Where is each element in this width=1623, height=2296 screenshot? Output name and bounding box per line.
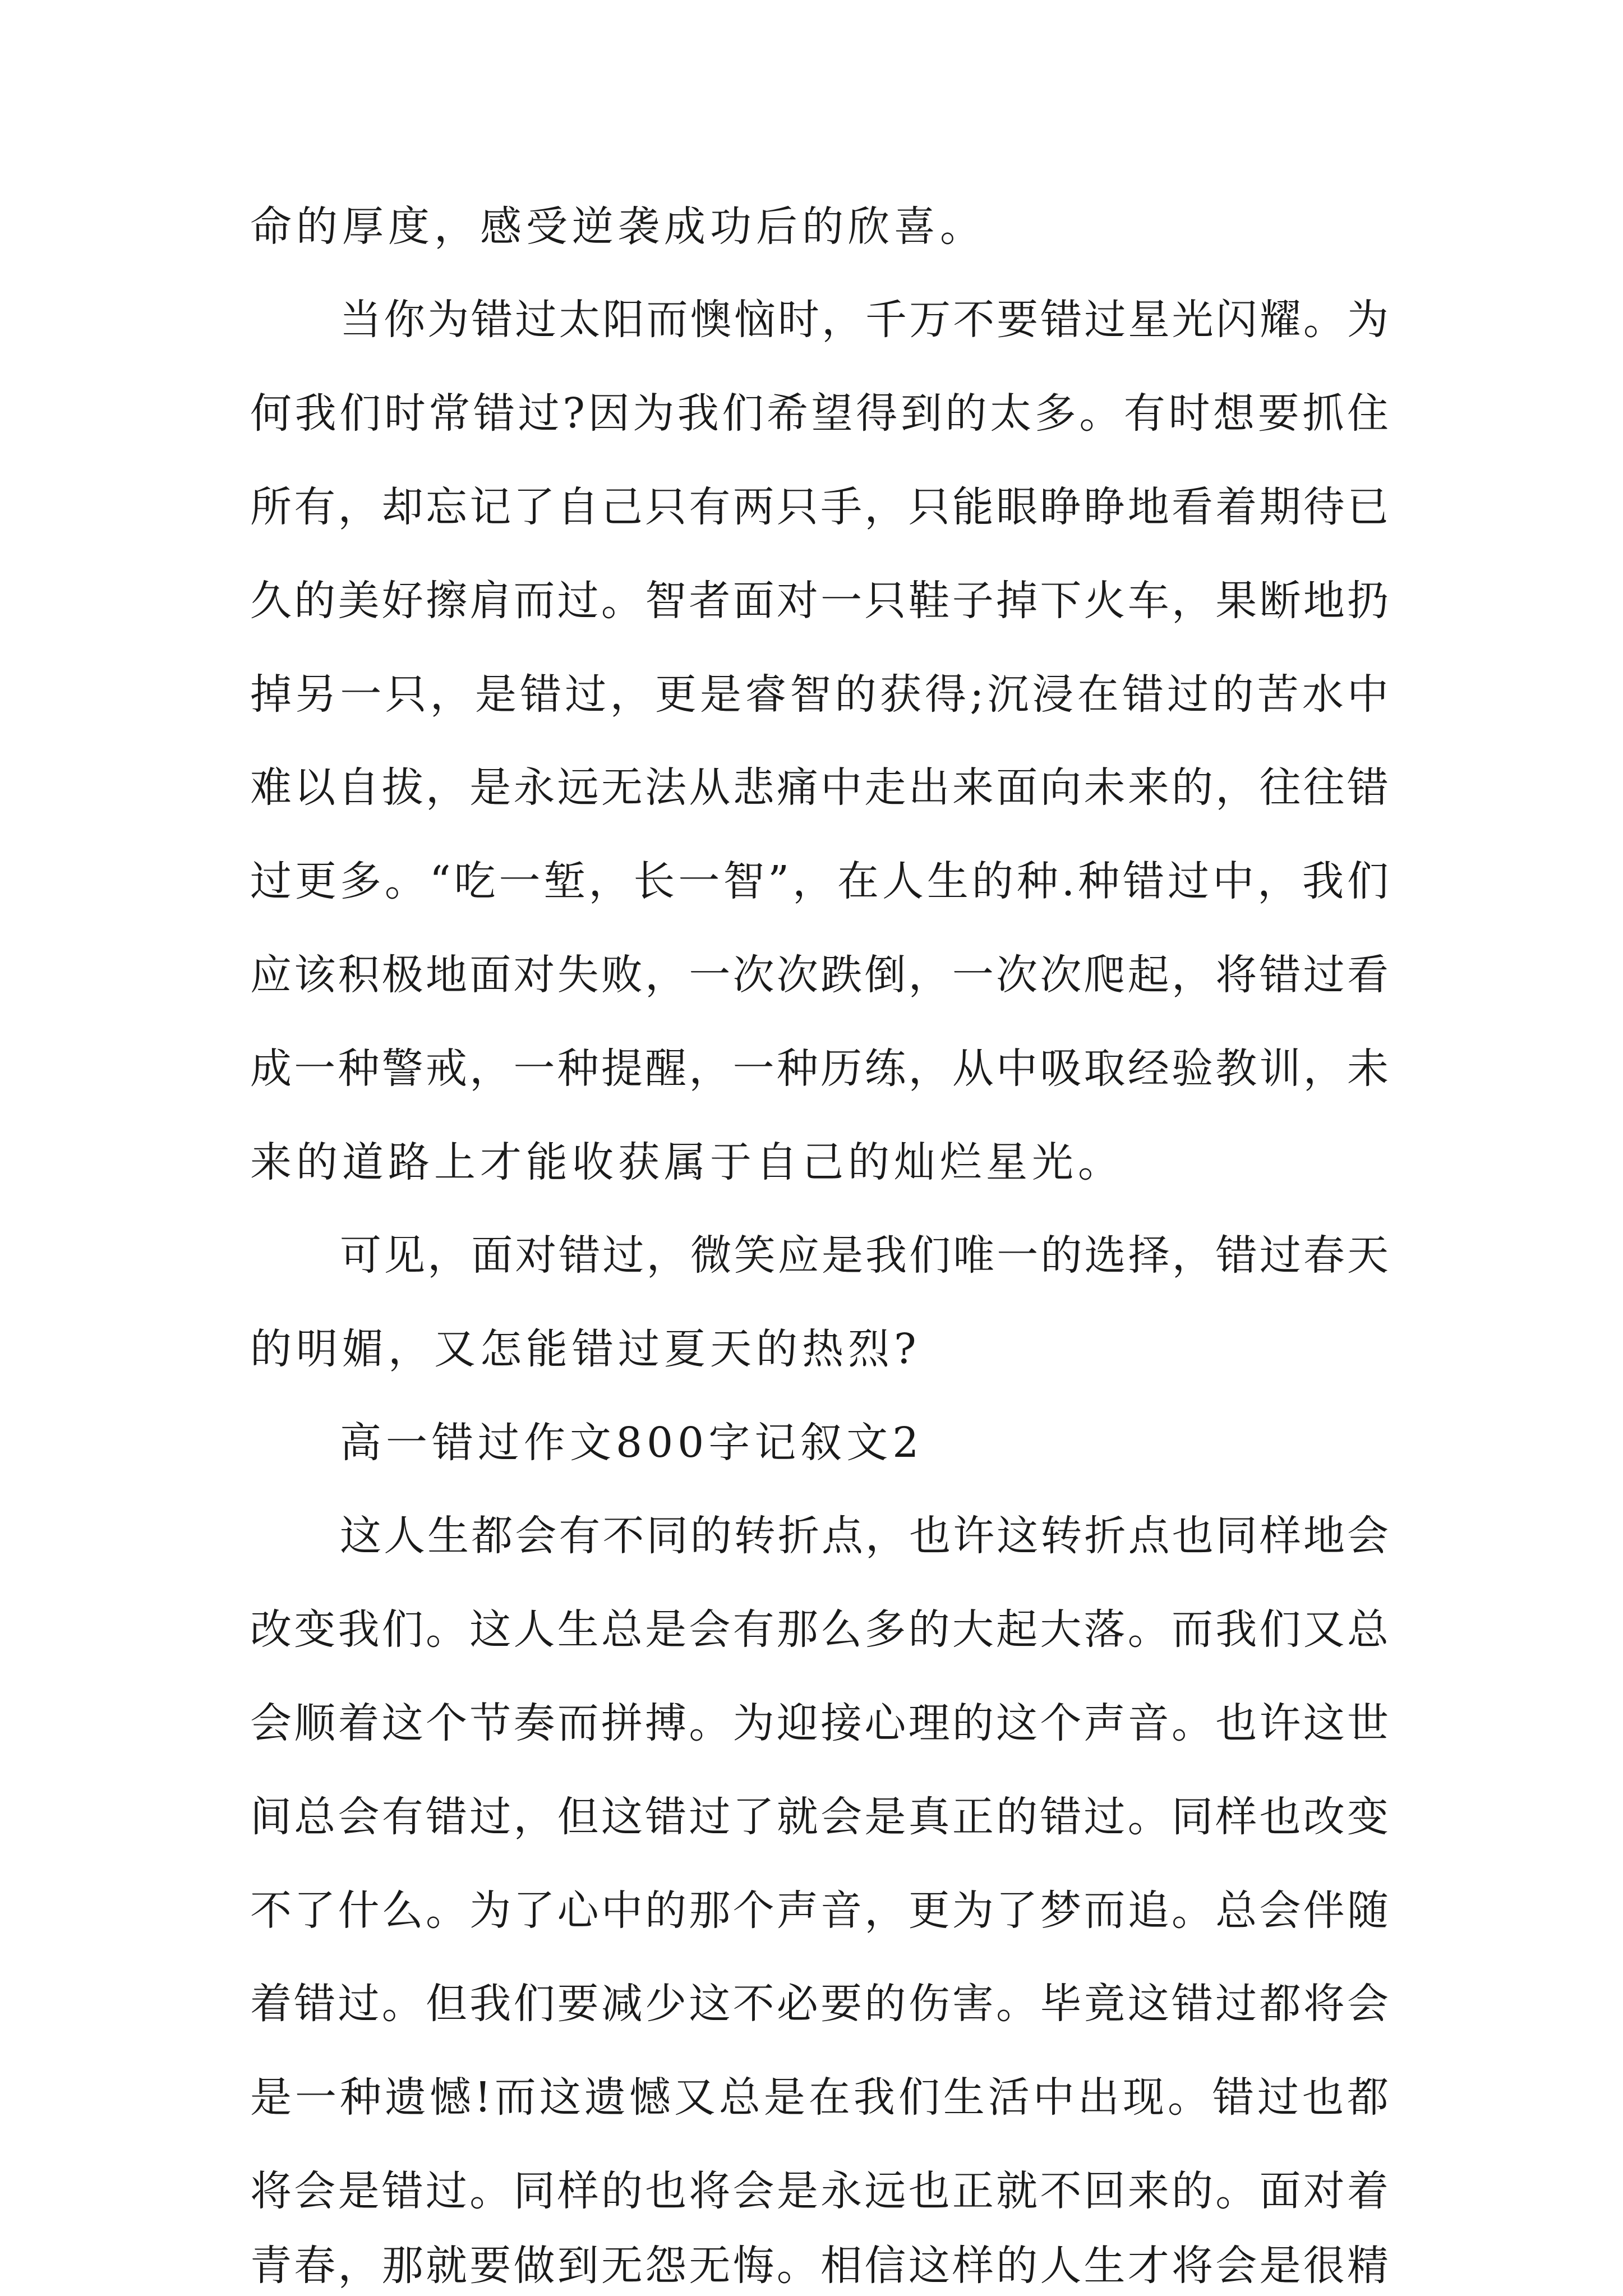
paragraph-line: 是一种遗憾!而这遗憾又总是在我们生活中出现。错过也都 — [250, 2073, 1389, 2122]
paragraph-line: 久的美好擦肩而过。智者面对一只鞋子掉下火车，果断地扔 — [250, 577, 1389, 625]
paragraph-line: 不了什么。为了心中的那个声音，更为了梦而追。总会伴随 — [250, 1887, 1389, 1935]
paragraph-line: 青春，那就要做到无怨无悔。相信这样的人生才将会是很精 — [250, 2242, 1389, 2290]
paragraph-line: 掉另一只，是错过，更是睿智的获得;沉浸在错过的苦水中 — [250, 670, 1389, 719]
paragraph-line: 难以自拔，是永远无法从悲痛中走出来面向未来的，往往错 — [250, 763, 1389, 812]
paragraph-line: 所有，却忘记了自己只有两只手，只能眼睁睁地看着期待已 — [250, 483, 1389, 531]
paragraph-line: 过更多。“吃一堑，长一智”，在人生的种.种错过中，我们 — [250, 857, 1389, 905]
section-heading: 高一错过作文800字记叙文2 — [340, 1419, 924, 1467]
paragraph-line: 应该积极地面对失败，一次次跌倒，一次次爬起，将错过看 — [250, 951, 1389, 999]
paragraph-line: 会顺着这个节奏而拼搏。为迎接心理的这个声音。也许这世 — [250, 1699, 1389, 1747]
paragraph-line: 成一种警戒，一种提醒，一种历练，从中吸取经验教训，未 — [250, 1045, 1389, 1093]
paragraph-line: 将会是错过。同样的也将会是永远也正就不回来的。面对着 — [250, 2167, 1389, 2215]
paragraph-line: 来的道路上才能收获属于自己的灿烂星光。 — [250, 1138, 1124, 1186]
paragraph-line: 可见，面对错过，微笑应是我们唯一的选择，错过春天 — [340, 1231, 1389, 1280]
paragraph-line: 这人生都会有不同的转折点，也许这转折点也同样地会 — [340, 1512, 1389, 1560]
paragraph-line: 何我们时常错过?因为我们希望得到的太多。有时想要抓住 — [250, 389, 1389, 438]
paragraph-line: 当你为错过太阳而懊恼时，千万不要错过星光闪耀。为 — [340, 296, 1389, 344]
paragraph-line: 着错过。但我们要减少这不必要的伤害。毕竟这错过都将会 — [250, 1980, 1389, 2028]
paragraph-line: 的明媚，又怎能错过夏天的热烈? — [250, 1325, 921, 1373]
paragraph-line: 间总会有错过，但这错过了就会是真正的错过。同样也改变 — [250, 1793, 1389, 1841]
paragraph-line: 命的厚度，感受逆袭成功后的欣喜。 — [250, 203, 986, 251]
paragraph-line: 改变我们。这人生总是会有那么多的大起大落。而我们又总 — [250, 1605, 1389, 1654]
